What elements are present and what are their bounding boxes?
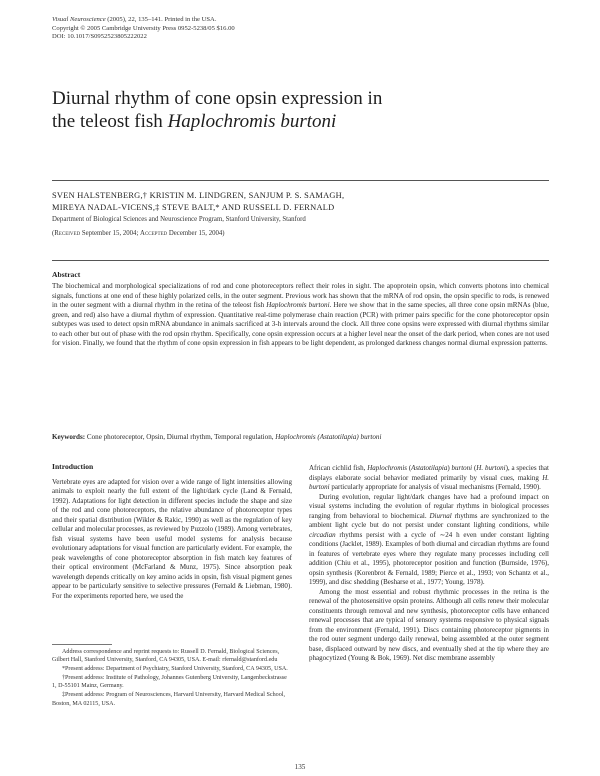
affiliation: Department of Biological Sciences and Neuroscience Program, Stanford University, Stanford bbox=[52, 216, 306, 223]
rp1-species: H. burtoni bbox=[476, 464, 506, 472]
title-species: Haplochromis burtoni bbox=[167, 111, 337, 132]
rp2-term: circadian bbox=[309, 530, 336, 539]
received-dates bbox=[52, 229, 225, 238]
abstract-heading: Abstract bbox=[52, 270, 81, 279]
received-label: Received bbox=[54, 230, 81, 237]
rp2-text: rhythms persist with a cycle of ∼24 h even under constant lighting conditions (Jacklet, 1989). Examples of both diurnal and circadian rhythms are found in features of vertebrate eyes where they regulate many processes including cell addition (Chiu et al., 1995), photoreceptor position and function (Burnside, 1976), opsin synthesis (Korenbrot & Fernald, 1989; Pierce et al., 1993; von Schantz et al., 1999), and disc shedding (Besharse et al., 1977; Young, 1978). bbox=[309, 530, 549, 586]
rp1-text: particularly appropriate for analysis of visual mechanisms (Fernald, 1990). bbox=[329, 483, 541, 491]
footnote-correspondence: Address correspondence and reprint requests to: Russell D. Fernald, Biological Sciences, Gilbert Hall, Stanford University, Stanford, CA 94305, USA. E-mail: rfernald@stanford.edu bbox=[52, 649, 280, 664]
author-line-1: SVEN HALSTENBERG,† KRISTIN M. LINDGREN, SANJUM P. S. SAMAGH, bbox=[52, 191, 345, 200]
rp1-species: burtoni bbox=[451, 464, 473, 472]
accepted-label: Accepted bbox=[140, 230, 168, 237]
right-paragraph-3: Among the most essential and robust rhythmic processes in the retina is the renewal of the photosensitive opsin proteins. Although all cells renew their molecular constituents through removal and new synthesis, photoreceptor cells have enhanced renewal processes that are typical of sensory systems responsive to physical signals from the environment (Fernald, 1991). Discs containing photoreceptor pigments in the rod outer segment undergo daily renewal, being assembled at the outer segment base, displaced outward by new discs, and eventually shed at the tip where they are phagocytized (Young & Bok, 1969). Net disc membrane assembly bbox=[309, 587, 549, 662]
journal-citation bbox=[52, 16, 235, 25]
rp1-text: ( bbox=[472, 464, 477, 472]
footnote-divider bbox=[52, 644, 112, 645]
rp2-text: During evolution, regular light/dark changes have had a profound impact on visual systems including the evolution of regular rhythms in biological processes ranging from behavioral to biochemical. bbox=[309, 492, 549, 520]
rp1-species: Astatotilapia bbox=[411, 464, 448, 472]
footnote-3: ‡Present address: Program of Neurosciences, Harvard University, Harvard Medical School, Boston, MA 02115, USA. bbox=[52, 692, 285, 707]
footnotes bbox=[52, 648, 292, 708]
rp1-text: ), a species that displays elaborate social behavior mediated primarily by visual cues, making bbox=[309, 464, 549, 482]
page-number: 135 bbox=[294, 763, 306, 771]
received-paren: ( bbox=[52, 230, 55, 237]
left-column bbox=[52, 462, 292, 601]
abstract-text bbox=[52, 282, 549, 349]
right-paragraph-2 bbox=[309, 493, 549, 588]
journal-header bbox=[52, 16, 235, 42]
abstract-part-2: . Here we show that in the same species, all three cone opsin mRNAs (blue, green, and red) also have a diurnal rhythm of expression. Quantitative real-time polymerase chain reaction (PCR) with primer pairs specific for the cone photoreceptor opsin subtypes was used to detect opsin mRNA abundance in animals sacrificed at 3-h intervals around the clock. All three cone opsins were expressed with diurnal rhythms similar to each other but out of phase with the rod opsin rhythm. Specifically, cone opsin expression occurs at a higher level near the onset of the dark period, when cones are not used for vision. Finally, we found that the rhythm of cone opsin expression in fish appears to be light dependent, as prolonged darkness changes normal diurnal expression patterns. bbox=[52, 301, 549, 348]
rp2-text: rhythms are synchronized to the ambient light cycle but do not persist under constant lighting conditions, while bbox=[309, 511, 550, 529]
intro-paragraph-1: Vertebrate eyes are adapted for vision over a wide range of light intensities allowing animals to exploit nearly the full extent of the light/dark cycle (Land & Fernald, 1992). Adaptations for light detection in different species include the shape and size of the rod and cone photoreceptors, the relative abundance of photoreceptor types and their spatial distribution (Wikler & Rakic, 1990) as well as the regulation of key cellular and molecular processes, as reviewed by Puzzolo (1989). Among vertebrates, fish visual systems have been useful model systems for analysis because evolutionary adaptations for visual function are particularly evident. For example, the peak wavelengths of cone photoreceptor absorption in fish match key features of their optical environment (McFarland & Munz, 1975). Since absorption peak wavelength depends critically on key amino acids in opsin, fish visual pigment genes appear to be particularly sensitive to selective pressures (Fernald & Liebman, 1980). For the experiments reported here, we used the bbox=[52, 477, 292, 600]
right-paragraph-1 bbox=[309, 464, 549, 493]
keywords-text: Cone photoreceptor, Opsin, Diurnal rhythm, Temporal regulation, bbox=[85, 433, 276, 441]
keywords bbox=[52, 433, 549, 443]
rp1-text: ) bbox=[447, 464, 452, 472]
abstract-part-1: The biochemical and morphological specializations of rod and cone photoreceptors reflect their roles in sight. The apoprotein opsin, which converts photons into chemical signals, functions at one end of these highly polarized cells, in the outer segment. Previous work has shown that the mRNA of rod opsin, the opsin specific to rods, is renewed in the outer segment with a diurnal rhythm in the retina of the teleost fish bbox=[52, 282, 549, 310]
rp2-term: Diurnal bbox=[429, 511, 452, 520]
rp1-text: African cichlid fish, bbox=[309, 464, 368, 472]
intro-heading: Introduction bbox=[52, 462, 94, 471]
right-column bbox=[309, 464, 549, 664]
doi-line: DOI: 10.1017/S0952523805222022 bbox=[52, 33, 147, 41]
rp1-species: H. burtoni bbox=[309, 473, 549, 491]
rp1-species: Haplochromis bbox=[367, 464, 407, 472]
author-list bbox=[52, 190, 549, 214]
accepted-date: December 15, 2004) bbox=[167, 230, 225, 237]
title-divider bbox=[52, 180, 549, 181]
header-divider bbox=[52, 260, 549, 261]
copyright-line: Copyright © 2005 Cambridge University Press 0952-5238/05 $16.00 bbox=[52, 24, 235, 32]
keywords-species: Haplochromis (Astatotilapia) burtoni bbox=[275, 433, 382, 441]
keywords-label: Keywords: bbox=[52, 433, 86, 441]
title-line-1: Diurnal rhythm of cone opsin expression in bbox=[52, 88, 383, 109]
journal-citation-rest: (2005), 22, 135–141. Printed in the USA. bbox=[105, 16, 217, 23]
rp1-text: ( bbox=[406, 464, 412, 472]
journal-name: Visual Neuroscience bbox=[52, 16, 106, 23]
title-line-2: the teleost fish bbox=[52, 111, 168, 132]
footnote-2: †Present address: Institute of Pathology, Johannes Gutenberg University, Langenbeckstrasse 1, D-55101 Mainz, Germany. bbox=[52, 675, 287, 690]
author-line-2: MIREYA NADAL-VICENS,‡ STEVE BALT,* AND RUSSELL D. FERNALD bbox=[52, 202, 335, 212]
abstract-species: Haplochromis burtoni bbox=[266, 301, 330, 310]
received-date: September 15, 2004; bbox=[80, 230, 141, 237]
footnote-1: *Present address: Department of Psychiatry, Stanford University, Stanford, CA 94305, USA. bbox=[62, 666, 288, 673]
article-title bbox=[52, 87, 382, 133]
